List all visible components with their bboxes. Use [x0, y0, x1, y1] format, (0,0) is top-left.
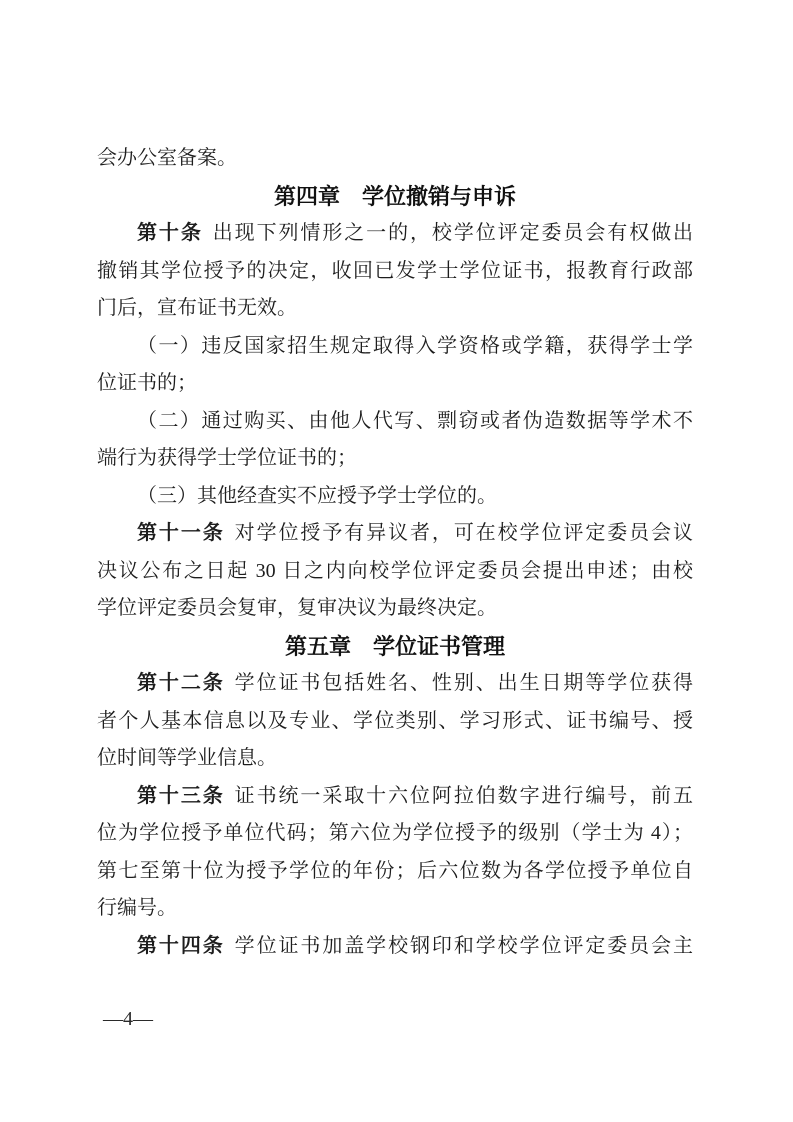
article-number: 第十一条	[137, 522, 225, 544]
article-text: 出现下列情形之一的，校学位评定委员会有权做出	[212, 222, 693, 244]
text-line: 决议公布之日起 30 日之内向校学位评定委员会提出申述；由校	[97, 559, 693, 582]
text-line: 位证书的；	[97, 372, 197, 394]
text-line: 第七至第十位为授予学位的年份；后六位数为各学位授予单位自	[97, 859, 693, 882]
text-line: 位为学位授予单位代码；第六位为学位授予的级别（学士为 4）；	[97, 822, 693, 844]
text-line: 会办公室备案。	[97, 147, 237, 169]
text-line	[97, 665, 693, 703]
page-number: —4—	[103, 1008, 153, 1030]
text-line: （二）通过购买、由他人代写、剽窃或者伪造数据等学术不	[137, 409, 693, 432]
text-line: （三）其他经查实不应授予学士学位的。	[137, 484, 497, 507]
text-line: 撤销其学位授予的决定，收回已发学士学位证书，报教育行政部	[97, 259, 693, 282]
text-line	[97, 928, 693, 966]
article-text: 学位证书包括姓名、性别、出生日期等学位获得	[234, 672, 693, 694]
article-number: 第十四条	[137, 934, 225, 957]
text-line: 学位评定委员会复审，复审决议为最终决定。	[97, 597, 497, 619]
text-line	[97, 778, 693, 816]
page-body	[97, 140, 693, 965]
article-text: 证书统一采取十六位阿拉伯数字进行编号，前五	[234, 784, 693, 807]
text-line	[97, 515, 693, 553]
article-text: 学位证书加盖学校钢印和学校学位评定委员会主	[234, 934, 693, 957]
text-line: 者个人基本信息以及专业、学位类别、学习形式、证书编号、授	[97, 709, 693, 732]
article-number: 第十三条	[137, 784, 225, 807]
text-line: 行编号。	[97, 897, 177, 919]
article-text: 对学位授予有异议者，可在校学位评定委员会议	[234, 522, 693, 544]
text-line: 端行为获得学士学位证书的；	[97, 447, 357, 469]
article-number: 第十条	[137, 222, 203, 244]
text-line	[97, 215, 693, 253]
text-line: （一）违反国家招生规定取得入学资格或学籍，获得学士学	[137, 334, 693, 357]
chapter-heading: 第五章 学位证书管理	[284, 633, 505, 659]
text-line: 位时间等学业信息。	[97, 747, 277, 769]
text-line: 门后，宣布证书无效。	[97, 297, 297, 319]
chapter-heading: 第四章 学位撤销与申诉	[273, 183, 516, 209]
article-number: 第十二条	[137, 672, 225, 694]
